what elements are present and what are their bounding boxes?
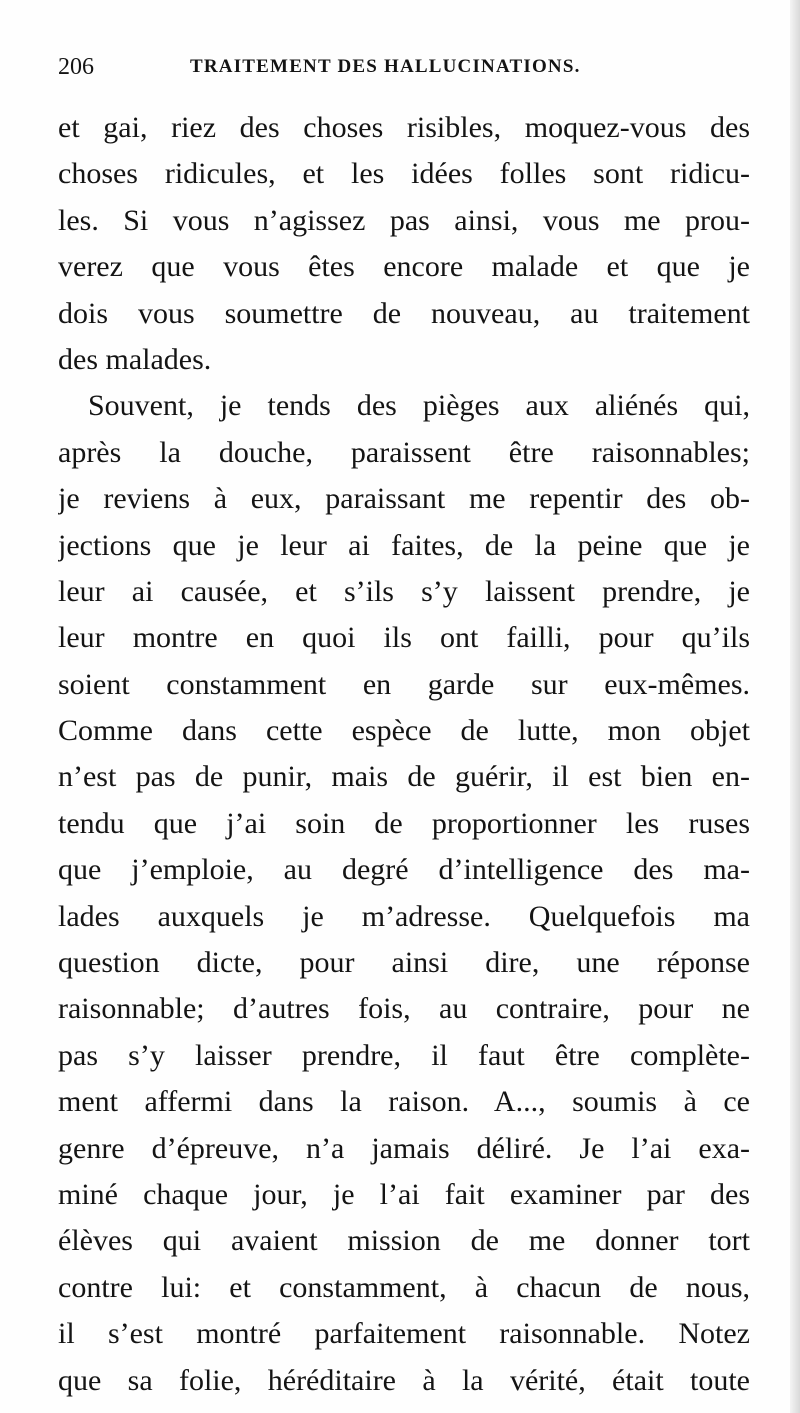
text-line: que j’emploie, au degré d’intelligence des ma-	[58, 853, 750, 887]
body-text	[58, 105, 750, 1404]
text-line: question dicte, pour ainsi dire, une réponse	[58, 946, 750, 980]
text-line: choses ridicules, et les idées folles sont ridicu-	[58, 157, 750, 191]
text-line: les. Si vous n’agissez pas ainsi, vous me prou-	[58, 203, 750, 237]
text-line: leur ai causée, et s’ils s’y laissent prendre, je	[58, 574, 750, 608]
text-line: genre d’épreuve, n’a jamais déliré. Je l’ai exa-	[58, 1131, 750, 1165]
text-line: n’est pas de punir, mais de guérir, il est bien en-	[58, 760, 750, 794]
text-line: tendu que j’ai soin de proportionner les ruses	[58, 806, 750, 840]
text-line: que sa folie, héréditaire à la vérité, était toute	[58, 1363, 750, 1397]
text-line: Souvent, je tends des pièges aux aliénés qui,	[88, 389, 750, 423]
text-line: après la douche, paraissent être raisonnables;	[58, 435, 750, 469]
text-line: miné chaque jour, je l’ai fait examiner par des	[58, 1177, 750, 1211]
text-line: dois vous soumettre de nouveau, au traitement	[58, 296, 750, 330]
text-line: ment affermi dans la raison. A..., soumis à ce	[58, 1085, 750, 1119]
text-line: jections que je leur ai faites, de la peine que je	[58, 528, 750, 562]
page-number: 206	[58, 54, 94, 80]
page-edge-shadow	[790, 0, 800, 1413]
text-line: élèves qui avaient mission de me donner tort	[58, 1224, 750, 1258]
text-line: verez que vous êtes encore malade et que je	[58, 250, 750, 284]
running-head: TRAITEMENT DES HALLUCINATIONS.	[190, 56, 581, 77]
text-line: soient constamment en garde sur eux-mêmes.	[58, 667, 750, 701]
page-header	[58, 50, 750, 84]
text-line: je reviens à eux, paraissant me repentir des ob-	[58, 482, 750, 516]
text-line: lades auxquels je m’adresse. Quelquefois ma	[58, 899, 750, 933]
text-line: des malades.	[58, 342, 212, 376]
text-line: raisonnable; d’autres fois, au contraire, pour ne	[58, 992, 750, 1026]
text-line: leur montre en quoi ils ont failli, pour qu’ils	[58, 621, 750, 655]
text-line: contre lui: et constamment, à chacun de nous,	[58, 1270, 750, 1304]
text-line: et gai, riez des choses risibles, moquez-vous des	[58, 111, 750, 144]
text-line: pas s’y laisser prendre, il faut être complète-	[58, 1038, 750, 1072]
text-line: il s’est montré parfaitement raisonnable. Notez	[58, 1317, 750, 1351]
text-line: Comme dans cette espèce de lutte, mon objet	[58, 714, 750, 748]
